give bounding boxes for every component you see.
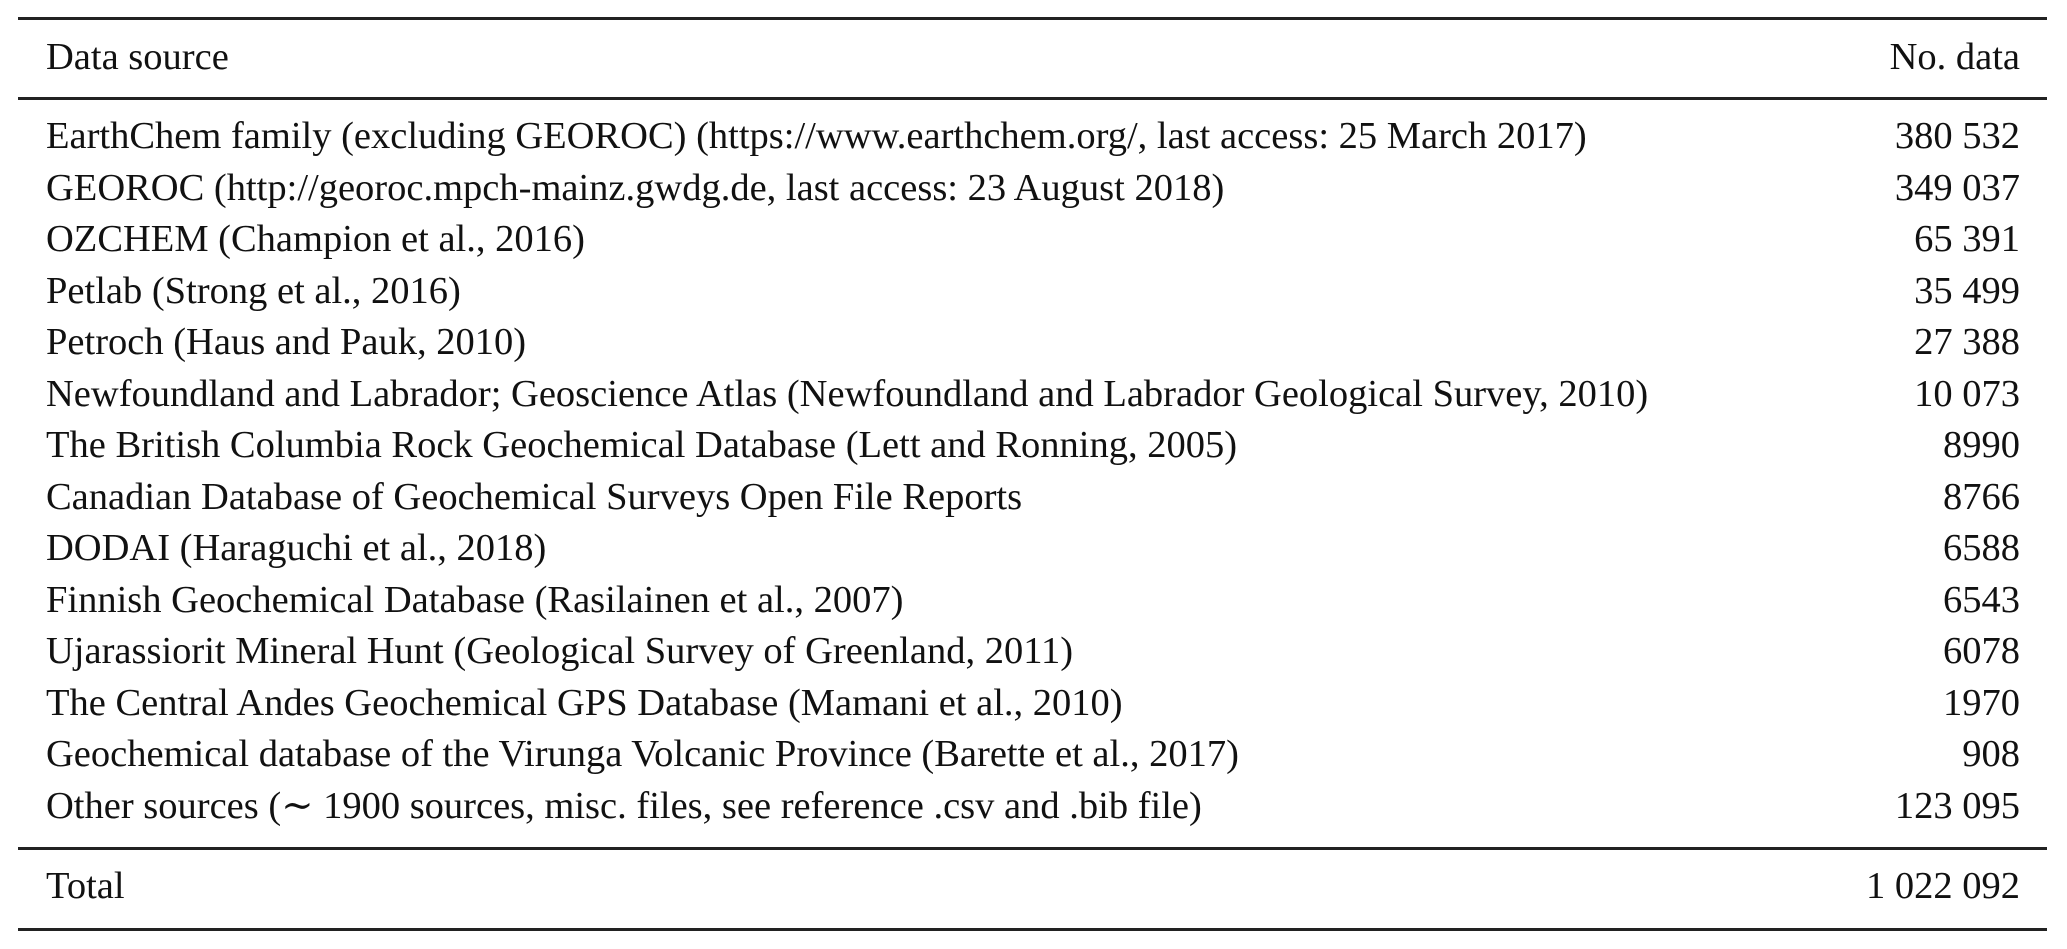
table-row [46,678,2020,728]
row-count: 65 391 [1914,218,2020,260]
row-count: 27 388 [1914,321,2020,363]
table-row [46,729,2020,779]
table-row [46,163,2020,213]
row-source: Geochemical database of the Virunga Volcanic Province (Barette et al., 2017) [46,733,1239,775]
row-source: Petroch (Haus and Pauk, 2010) [46,321,527,363]
total-rule [18,847,2047,850]
row-count: 8990 [1943,424,2020,466]
row-source: DODAI (Haraguchi et al., 2018) [46,527,547,569]
total-row [46,861,2020,911]
table-row [46,626,2020,676]
header-data-source: Data source [46,36,229,78]
row-source: Finnish Geochemical Database (Rasilainen et al., 2007) [46,578,904,621]
bottom-rule [18,928,2047,931]
row-count: 35 499 [1914,269,2020,312]
row-source: Ujarassiorit Mineral Hunt (Geological Survey of Greenland, 2011) [46,630,1074,672]
row-count: 1970 [1943,681,2020,724]
row-count: 380 532 [1894,115,2020,157]
table-row [46,575,2020,625]
table-row [46,472,2020,522]
table-row [46,420,2020,470]
row-count: 6078 [1943,630,2020,672]
row-count: 8766 [1943,475,2020,518]
row-source: The British Columbia Rock Geochemical Database (Lett and Ronning, 2005) [46,424,1238,466]
table-row [46,111,2020,161]
table-row [46,317,2020,367]
row-count: 349 037 [1894,166,2020,209]
row-source: EarthChem family (excluding GEOROC) (https://www.earthchem.org/, last access: 25 March 2017) [46,115,1587,157]
table-row [46,266,2020,316]
header-rule [18,97,2047,100]
row-source: OZCHEM (Champion et al., 2016) [46,218,585,260]
table-row [46,214,2020,264]
table-row [46,369,2020,419]
row-count: 10 073 [1914,372,2020,415]
total-label: Total [46,865,125,907]
table-row [46,523,2020,573]
row-source: Other sources (∼ 1900 sources, misc. files, see reference .csv and .bib file) [46,784,1202,827]
row-count: 6543 [1943,578,2020,621]
top-rule [18,17,2047,20]
row-count: 908 [1962,733,2020,775]
row-source: Newfoundland and Labrador; Geoscience Atlas (Newfoundland and Labrador Geological Survey, 2010) [46,372,1649,415]
row-source: Petlab (Strong et al., 2016) [46,269,461,312]
total-count: 1 022 092 [1866,865,2020,907]
row-count: 123 095 [1894,784,2020,827]
row-source: Canadian Database of Geochemical Surveys Open File Reports [46,475,1023,518]
row-count: 6588 [1943,527,2020,569]
header-no-data: No. data [1889,36,2020,78]
row-source: The Central Andes Geochemical GPS Database (Mamani et al., 2010) [46,681,1123,724]
table-row [46,781,2020,831]
table-header-row [46,32,2020,82]
row-source: GEOROC (http://georoc.mpch-mainz.gwdg.de, last access: 23 August 2018) [46,166,1225,209]
